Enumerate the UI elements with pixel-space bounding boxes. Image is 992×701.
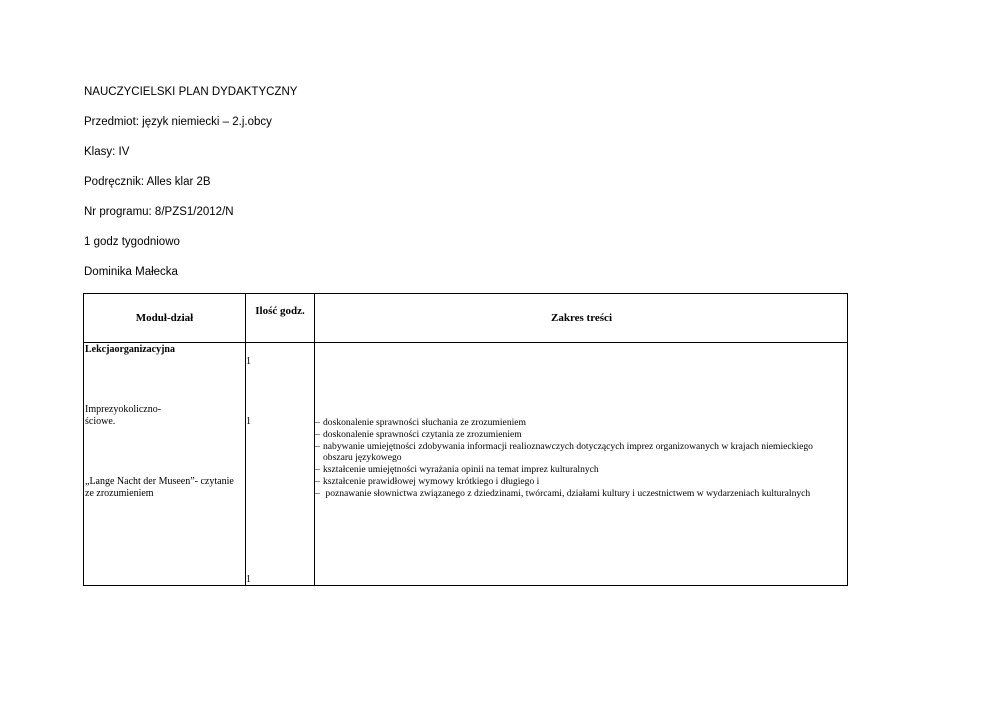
- column-divider: [245, 294, 246, 585]
- document-title: NAUCZYCIELSKI PLAN DYDAKTYCZNY: [84, 86, 298, 98]
- author-line: Dominika Małecka: [84, 266, 178, 278]
- module-cell-organizational: Lekcjaorganizacyjna: [85, 344, 175, 355]
- subject-line: Przedmiot: język niemiecki – 2.j.obcy: [84, 116, 272, 128]
- content-list: [315, 417, 815, 500]
- hours-per-week-line: 1 godz tygodniowo: [84, 236, 180, 248]
- classes-line: Klasy: IV: [84, 146, 130, 158]
- content-item: – doskonalenie sprawności czytania ze zrozumieniem: [315, 429, 815, 441]
- column-header-module: Moduł-dział: [135, 312, 194, 324]
- module-cell-occasional-events: Imprezyokoliczno-ściowe.: [85, 404, 162, 427]
- content-item: – kształcenie prawidłowej wymowy krótkiego i długiego i: [315, 476, 815, 488]
- content-item: – doskonalenie sprawności słuchania ze zrozumieniem: [315, 417, 815, 429]
- module-cell-lange-nacht: „Lange Nacht der Museen”- czytanie ze zrozumieniem: [85, 476, 234, 499]
- lesson-plan-table: [83, 293, 848, 586]
- content-item: – kształcenie umiejętności wyrażania opinii na temat imprez kulturalnych: [315, 464, 815, 476]
- hours-cell: 1: [246, 356, 251, 367]
- column-header-hours: Ilość godz.: [255, 305, 305, 317]
- hours-cell: 1: [246, 416, 251, 427]
- textbook-line: Podręcznik: Alles klar 2B: [84, 176, 211, 188]
- hours-cell: 1: [246, 574, 251, 585]
- content-item: – nabywanie umiejętności zdobywania informacji realioznawczych dotyczących imprez organizowanych w krajach niemieckiego obszaru językowego: [315, 441, 815, 465]
- content-item: – poznawanie słownictwa związanego z dziedzinami, twórcami, działami kultury i uczestnictwem w wydarzeniach kulturalnych: [315, 488, 815, 500]
- column-header-content: Zakres treści: [551, 312, 612, 324]
- program-line: Nr programu: 8/PZS1/2012/N: [84, 206, 234, 218]
- header-row-divider: [84, 342, 847, 343]
